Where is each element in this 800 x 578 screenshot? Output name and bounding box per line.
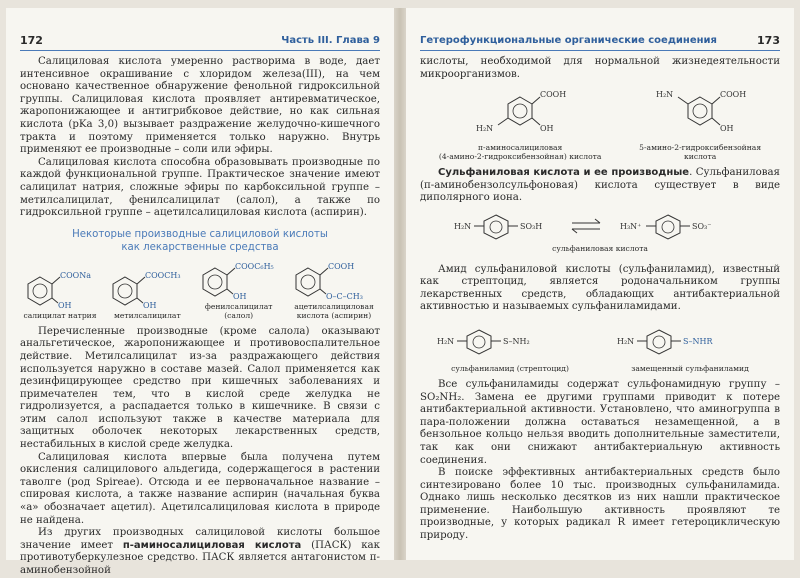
caption-2: (салол)	[224, 310, 254, 320]
left-page	[6, 8, 394, 576]
sulfonamide-label: S–NH₂	[503, 336, 530, 346]
left-para-1: Салициловая кислота умеренно растворима в воде, дает интенсивное окрашивание с хлоридом железа(III), на чем основано качественное обнаружение фенольной гидроксильной группы. Салициловая кислота проявляет антиревматическое, жаропонижающее и антигрибковое действие, но как сильная кислота (pKa 3,0) вызывает раздражение желудочно-кишечного тракта и поэтому применяется только наружно. Внутрь применяют ее производные – соли или эфиры.	[20, 56, 380, 156]
group-label: COOC₆H₅	[234, 261, 274, 271]
eq-left-group: SO₃H	[520, 221, 543, 231]
amine-label: H₂N	[617, 336, 635, 346]
caption-2: кислота	[684, 152, 717, 162]
eq-right-group: SO₃⁻	[692, 221, 712, 231]
right-page	[406, 8, 794, 560]
caption: ацетилсалициловая	[294, 301, 374, 311]
sulfanilamide-structures	[420, 320, 780, 373]
structure-sodium-salicylate	[20, 267, 100, 320]
caption: сульфаниламид (стрептоцид)	[451, 363, 569, 373]
caption-2: (4-амино-2-гидроксибензойная) кислота	[438, 152, 602, 162]
structure-5-aminosalicylic	[639, 85, 761, 161]
structure-methyl-salicylate	[105, 267, 189, 320]
sub-label: OH	[58, 300, 72, 310]
left-para-3: Перечисленные производные (кроме салола) оказывают анальгетическое, жаропонижающее и противовоспалительное действие. Метилсалицилат из-за раздражающего действия используется наружно в составе мазей. Салол применяется как дезинфицирующее средство при кишечных заболеваниях и примечателен тем, что в кислой среде желудка не гидролизуется, а распадается только в кишечнике. В связи с этим салол используют также в качестве материала для защитных оболочек некоторых лекарственных средств, нестабильных в кислой среде желудка.	[20, 325, 380, 451]
left-header	[20, 34, 380, 51]
caption: салицилат натрия	[23, 310, 97, 320]
amine-label: H₂N	[656, 90, 674, 100]
subhead-line-1: Некоторые производные салициловой кислоты	[72, 228, 328, 240]
structure-pask	[439, 85, 602, 161]
eq-caption: сульфаниловая кислота	[552, 243, 648, 253]
sulfanilic-heading: Сульфаниловая кислота и ее производные	[438, 167, 690, 179]
caption-2: кислота (аспирин)	[296, 310, 372, 320]
right-para-1: кислоты, необходимой для нормальной жизнедеятельности микроорганизмов.	[420, 56, 780, 80]
structure-streptocide	[435, 320, 585, 373]
group-label: COOH	[327, 261, 355, 271]
right-para-5: В поиске эффективных антибактериальных средств было синтезировано более 10 тыс. производных сульфаниламида. Однако лишь несколько десятков из них нашли практическое применение. Наибольшую активность проявляют те производные, у которых радикал R имеет гетероциклическую природу.	[420, 467, 780, 542]
sub-label: OH	[232, 291, 247, 301]
group-label: COOH	[540, 90, 567, 100]
group-label: COOCH₃	[145, 270, 181, 280]
caption: замещенный сульфаниламид	[631, 363, 749, 373]
eq-left-amine: H₂N	[454, 221, 472, 231]
caption: фенилсалицилат	[204, 301, 273, 311]
aminosalicylic-structures	[420, 85, 780, 161]
caption: метилсалицилат	[114, 310, 181, 320]
right-para-4: Все сульфаниламиды содержат сульфонамидную группу –SO₂NH₂. Замена ее другими группами приводит к потере антибактериальной активности. Установлено, что аминогруппа в пара-положении должна оставаться незамещенной, а в бензольное кольцо нельзя вводить дополнительные заместители, так как они снижают антибактериальную активность соединения.	[420, 378, 780, 466]
left-para-5: Из других производных салициловой кислоты большое значение имеет п-аминосалициловая кислота (ПАСК) как противотуберкулезное средство. ПАСК является антагонистом п-аминобензойной	[20, 527, 380, 576]
right-page-number: 173	[757, 34, 780, 47]
pask-term: п-аминосалициловая кислота	[122, 539, 302, 551]
left-para-2: Салициловая кислота способна образовывать производные по каждой функциональной группе. Практическое значение имеют салицилат натрия, сложные эфиры по карбоксильной группе – метилсалицилат, фенилсалицилат (салол), а также по гидроксильной группе – ацетилсалициловая кислота (аспирин).	[20, 156, 380, 219]
sub-label: O–C–CH₃	[325, 291, 363, 301]
sulfanilic-equilibrium	[420, 209, 780, 243]
structure-substituted-sulfanilamide	[615, 320, 765, 373]
right-para-2: Сульфаниловая кислота и ее производные. Сульфаниловая (п-аминобензолсульфоновая) кислота существует в виде диполярного иона.	[420, 167, 780, 204]
caption: 5-амино-2-гидроксибензойная	[639, 143, 762, 153]
left-running-head: Часть III. Глава 9	[281, 35, 380, 46]
subhead-line-2: как лекарственные средства	[121, 241, 279, 253]
sub-label: OH	[540, 124, 554, 134]
right-running-head: Гетерофункциональные органические соединения	[420, 35, 717, 46]
structure-phenyl-salicylate	[195, 258, 283, 320]
group-label: COOH	[720, 90, 747, 100]
caption: п-аминосалициловая	[477, 143, 563, 153]
eq-right-amine: H₃N⁺	[620, 221, 642, 231]
book-gutter	[394, 8, 406, 560]
amine-label: H₂N	[476, 124, 494, 134]
right-content	[420, 56, 780, 543]
amine-label: H₂N	[437, 336, 455, 346]
group-label: COONa	[60, 270, 92, 280]
salicylate-structures	[20, 258, 380, 320]
sub-label: OH	[143, 300, 157, 310]
right-para-3: Амид сульфаниловой кислоты (сульфаниламид), известный как стрептоцид, является родоначальником группы лекарственных средств, обладающих антибактериальной активностью и называемых сульфаниламидами.	[420, 263, 780, 313]
section-subhead	[20, 228, 380, 254]
left-content	[20, 56, 380, 578]
sub-label: OH	[720, 124, 734, 134]
left-page-number: 172	[20, 34, 43, 47]
structure-aspirin	[288, 258, 380, 320]
sulfonamide-label: S–NHR	[683, 336, 713, 346]
left-para-4: Салициловая кислота впервые была получена путем окисления салицилового альдегида, содержащегося в растении таволге (род Spireae). Отсюда и ее первоначальное название – спировая кислота, а также название аспирин (начальная буква «а» обозначает ацетил). Ацетилсалициловая кислота в природе не найдена.	[20, 451, 380, 526]
right-header	[420, 34, 780, 51]
